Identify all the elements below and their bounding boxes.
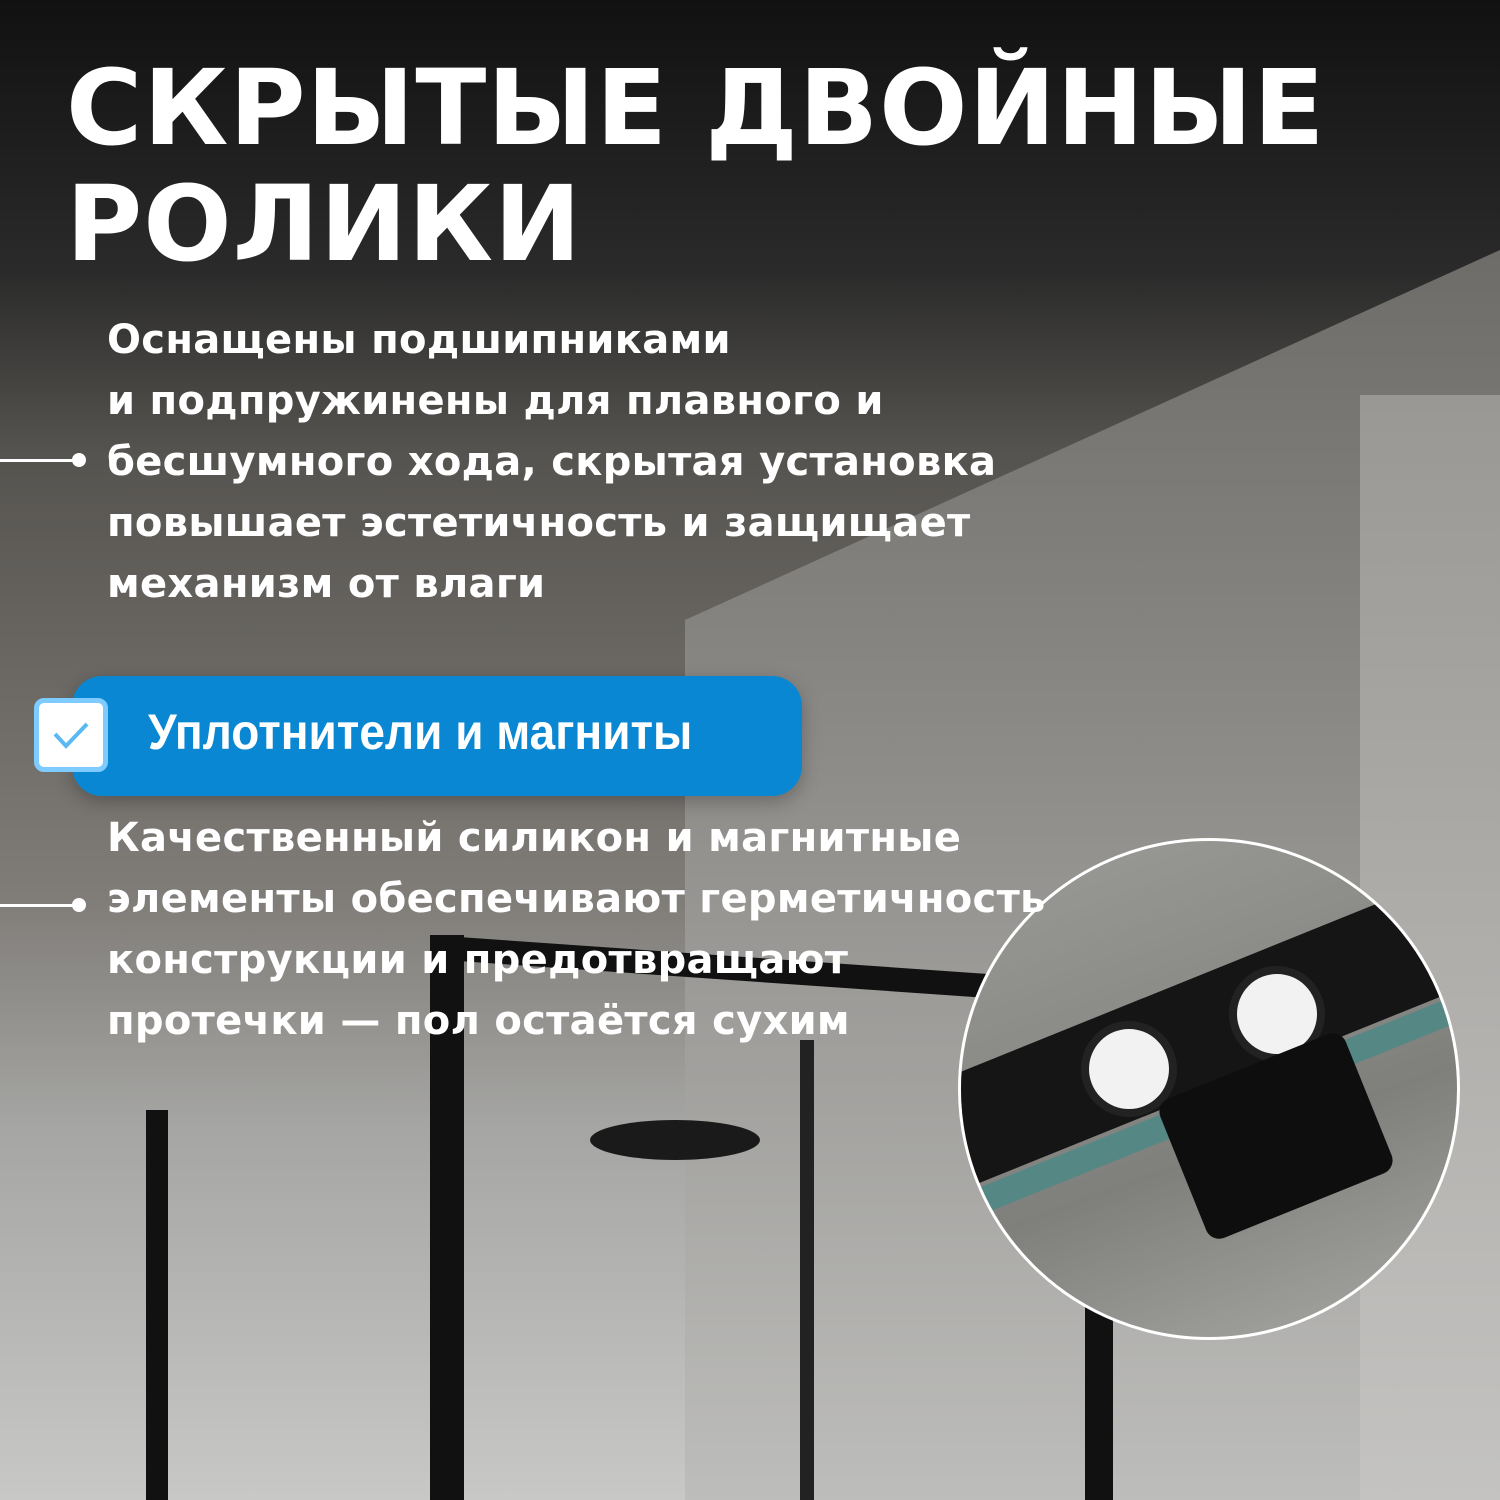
pointer-line-2 [0, 904, 78, 907]
pointer-dot-2 [72, 898, 86, 912]
page-title [66, 47, 1326, 285]
text-line: и подпружинены для плавного и [107, 378, 884, 424]
text-line: Оснащены подшипниками [107, 317, 731, 363]
pointer-line-1 [0, 459, 78, 462]
text-line: конструкции и предотвращают [107, 937, 849, 983]
shower-frame-left [146, 1110, 168, 1500]
badge-label: Уплотнители и магниты [148, 704, 693, 760]
title-line-1: СКРЫТЫЕ ДВОЙНЫЕ [66, 47, 1326, 169]
shower-pipe [800, 1040, 814, 1500]
shower-head-icon [590, 1120, 760, 1160]
text-line: Качественный силикон и магнитные [107, 815, 962, 861]
text-line: механизм от влаги [107, 561, 546, 607]
title-line-2: РОЛИКИ [66, 163, 583, 285]
text-line: повышает эстетичность и защищает [107, 500, 971, 546]
checkbox-check-icon [34, 698, 108, 772]
text-line: элементы обеспечивают герметичность [107, 876, 1046, 922]
feature-1-text [107, 310, 996, 615]
feature-2-text [107, 808, 1046, 1052]
text-line: бесшумного хода, скрытая установка [107, 439, 997, 485]
text-line: протечки — пол остаётся сухим [107, 998, 850, 1044]
pointer-dot-1 [72, 453, 86, 467]
